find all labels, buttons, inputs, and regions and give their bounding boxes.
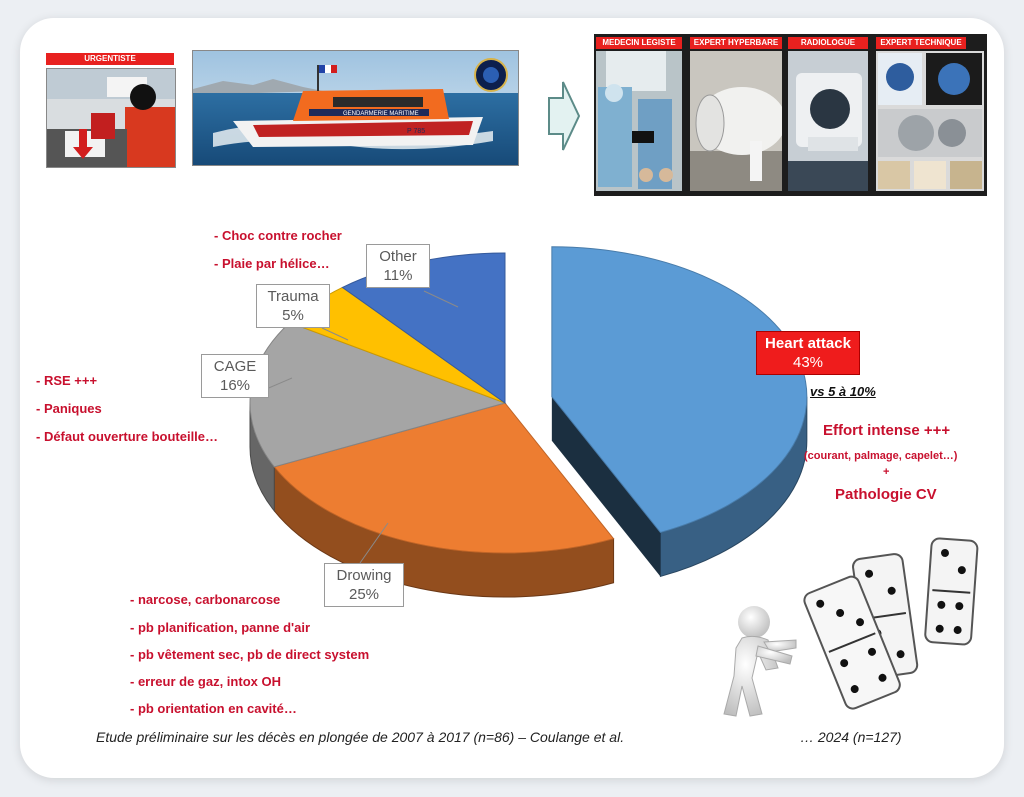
footer-update: … 2024 (n=127) [800, 729, 902, 745]
boat-hull-text: GENDARMERIE MARITIME [343, 111, 419, 117]
label-other-value: 11% [383, 267, 413, 284]
label-other-name: Other [379, 248, 417, 265]
label-heart-value: 43% [792, 354, 824, 371]
label-trauma [256, 284, 330, 328]
note-orientation: - pb orientation en cavité… [130, 701, 297, 716]
boat-id-text: P 785 [407, 128, 426, 135]
label-drowing-value: 25% [348, 586, 380, 603]
domino-figure-illustration [692, 518, 992, 723]
note-effort-intense: Effort intense +++ [823, 422, 951, 439]
slide [20, 18, 1004, 778]
label-heart-attack [756, 331, 860, 375]
note-plaie-helice: - Plaie par hélice… [214, 256, 330, 271]
specialist-label-technique: EXPERT TECHNIQUE [876, 37, 966, 49]
label-cage-name: CAGE [213, 358, 257, 375]
note-pathologie-cv: Pathologie CV [835, 486, 937, 503]
note-planification: - pb planification, panne d'air [130, 620, 311, 635]
note-rse: - RSE +++ [36, 373, 98, 388]
label-trauma-name: Trauma [267, 288, 319, 305]
urgentiste-label: URGENTISTE [46, 53, 174, 65]
note-vetement-sec: - pb vêtement sec, pb de direct system [130, 647, 370, 662]
note-narcose: - narcose, carbonarcose [130, 592, 281, 607]
note-vs: vs 5 à 10% [810, 384, 876, 399]
label-drowing [324, 563, 404, 607]
label-heart-name: Heart attack [765, 335, 851, 352]
specialist-label-radiologue: RADIOLOGUE [788, 37, 868, 49]
note-paniques: - Paniques [36, 401, 102, 416]
label-trauma-value: 5% [282, 307, 304, 324]
note-effort-detail: (courant, palmage, capelet…) [804, 450, 958, 462]
note-erreur-gaz: - erreur de gaz, intox OH [130, 674, 281, 689]
note-defaut-bouteille: - Défaut ouverture bouteille… [36, 429, 219, 444]
specialist-label-legiste: MEDECIN LEGISTE [596, 37, 682, 49]
label-cage-value: 16% [219, 377, 251, 394]
label-drowing-name: Drowing [336, 567, 392, 584]
footer-study: Etude préliminaire sur les décès en plongée de 2007 à 2017 (n=86) – Coulange et al. [96, 729, 625, 745]
note-plus: + [883, 466, 890, 478]
label-other [366, 244, 430, 288]
specialist-label-hyperbare: EXPERT HYPERBARE [690, 37, 782, 49]
note-choc-rocher: - Choc contre rocher [214, 228, 342, 243]
label-cage [201, 354, 269, 398]
